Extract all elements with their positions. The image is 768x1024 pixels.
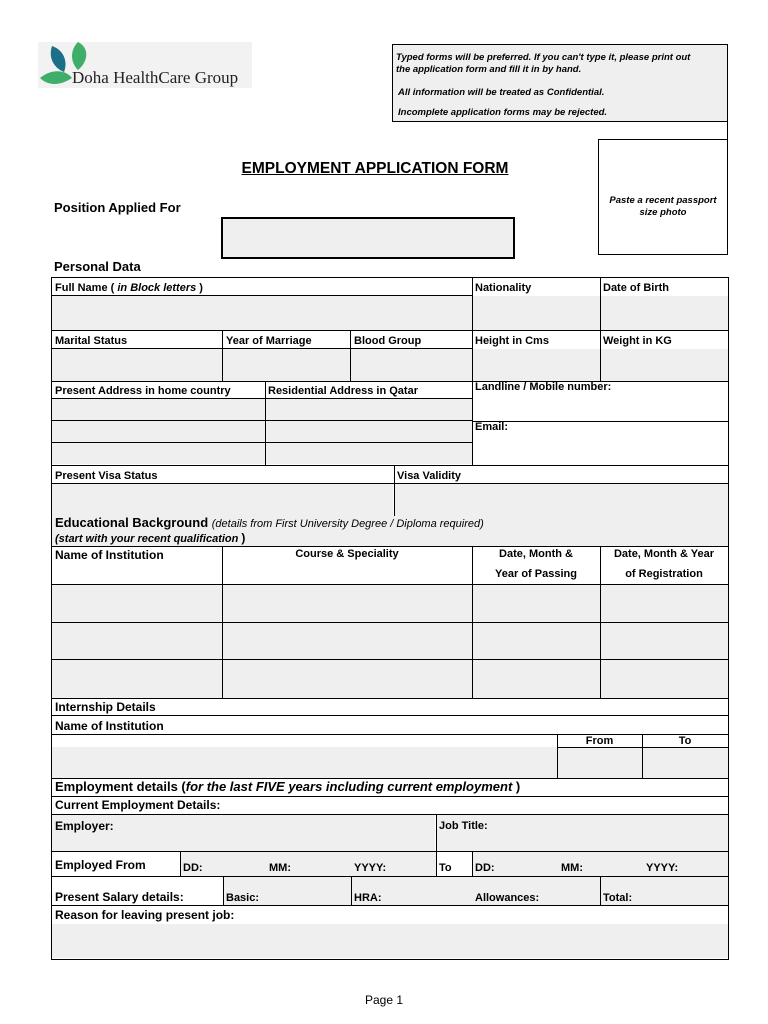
notice-line-2: the application form and fill it in by hand. [396, 64, 582, 75]
phone-label: Landline / Mobile number: [475, 381, 612, 393]
photo-box[interactable] [598, 139, 728, 255]
internship-heading: Internship Details [55, 700, 156, 714]
visa-status-input[interactable] [52, 484, 393, 516]
internship-table [51, 698, 729, 779]
notice-box [392, 44, 728, 122]
notice-line-3: All information will be treated as Confidential. [398, 87, 605, 98]
edu-course-label: Course & Speciality [295, 548, 399, 560]
form-title: EMPLOYMENT APPLICATION FORM [241, 160, 509, 177]
from-mm-label: MM: [269, 862, 291, 874]
marital-label: Marital Status [55, 335, 128, 347]
dob-label: Date of Birth [603, 282, 669, 294]
photo-line-1: Paste a recent passport [609, 195, 717, 206]
dob-input[interactable] [601, 296, 728, 330]
basic-label: Basic: [226, 892, 260, 904]
to-yyyy-label: YYYY: [646, 862, 679, 874]
residential-address-label: Residential Address in Qatar [268, 385, 418, 397]
present-address-input[interactable] [52, 399, 265, 464]
reason-label: Reason for leaving present job: [55, 908, 235, 922]
visa-status-label: Present Visa Status [55, 470, 158, 482]
logo-text: Doha HealthCare Group [72, 68, 239, 87]
edu-passing-label-1: Date, Month & [499, 548, 573, 560]
from-dd-label: DD: [183, 862, 203, 874]
visa-table [51, 466, 729, 517]
employment-heading: Employment details (for the last FIVE years including current employment ) [55, 779, 521, 794]
salary-label: Present Salary details: [55, 890, 184, 904]
weight-input[interactable] [601, 349, 728, 381]
photo-line-2: size photo [639, 207, 687, 218]
total-label: Total: [603, 892, 633, 904]
to-label: To [439, 862, 452, 874]
year-marriage-input[interactable] [223, 349, 350, 381]
height-input[interactable] [473, 349, 600, 381]
height-label: Height in Cms [475, 335, 549, 347]
education-sub-note: (start with your recent qualification ) [55, 531, 246, 545]
hra-label: HRA: [354, 892, 382, 904]
allowances-label: Allowances: [475, 892, 540, 904]
employer-label: Employer: [55, 819, 114, 833]
internship-institution-label: Name of Institution [55, 719, 164, 733]
reason-input[interactable] [52, 924, 728, 958]
year-marriage-label: Year of Marriage [226, 335, 312, 347]
internship-from-label: From [585, 735, 614, 747]
employment-table [51, 778, 729, 960]
edu-passing-label-2: Year of Passing [495, 568, 577, 580]
full-name-label: Full Name ( in Block letters ) [55, 282, 203, 294]
weight-label: Weight in KG [603, 335, 672, 347]
job-title-label: Job Title: [439, 820, 488, 832]
education-heading: Educational Background (details from First University Degree / Diploma required) [55, 515, 484, 530]
nationality-input[interactable] [473, 296, 600, 330]
page-number: Page 1 [364, 993, 404, 1007]
current-employment-label: Current Employment Details: [55, 798, 221, 812]
education-row-1[interactable] [52, 585, 728, 622]
residential-address-input[interactable] [266, 399, 472, 464]
notice-line-4: Incomplete application forms may be rejected. [398, 107, 608, 118]
blood-label: Blood Group [354, 335, 422, 347]
edu-registration-label-1: Date, Month & Year [613, 548, 715, 560]
present-address-label: Present Address in home country [55, 385, 231, 397]
education-row-2[interactable] [52, 623, 728, 659]
internship-from-input[interactable] [558, 748, 642, 778]
notice-divider [727, 122, 728, 140]
internship-institution-input[interactable] [52, 747, 557, 778]
personal-data-heading: Personal Data [54, 259, 141, 274]
position-label: Position Applied For [54, 200, 181, 215]
internship-to-label: To [678, 735, 692, 747]
visa-validity-input[interactable] [395, 484, 728, 516]
edu-registration-label-2: of Registration [625, 568, 703, 580]
education-row-3[interactable] [52, 660, 728, 698]
marital-input[interactable] [52, 349, 222, 381]
employed-from-label: Employed From [55, 858, 146, 872]
blood-input[interactable] [351, 349, 472, 381]
full-name-input[interactable] [52, 296, 472, 330]
to-mm-label: MM: [561, 862, 583, 874]
personal-data-table [51, 277, 729, 466]
position-input[interactable] [221, 217, 515, 259]
edu-institution-label: Name of Institution [55, 548, 164, 562]
visa-validity-label: Visa Validity [397, 470, 462, 482]
notice-line-1: Typed forms will be preferred. If you can't type it, please print out [396, 52, 691, 63]
from-date-input[interactable] [181, 852, 436, 876]
from-yyyy-label: YYYY: [354, 862, 387, 874]
to-dd-label: DD: [475, 862, 495, 874]
education-table [51, 516, 729, 699]
nationality-label: Nationality [475, 282, 532, 294]
email-label: Email: [475, 421, 509, 433]
internship-to-input[interactable] [643, 748, 728, 778]
company-logo [38, 42, 252, 88]
to-date-input[interactable] [473, 852, 728, 876]
